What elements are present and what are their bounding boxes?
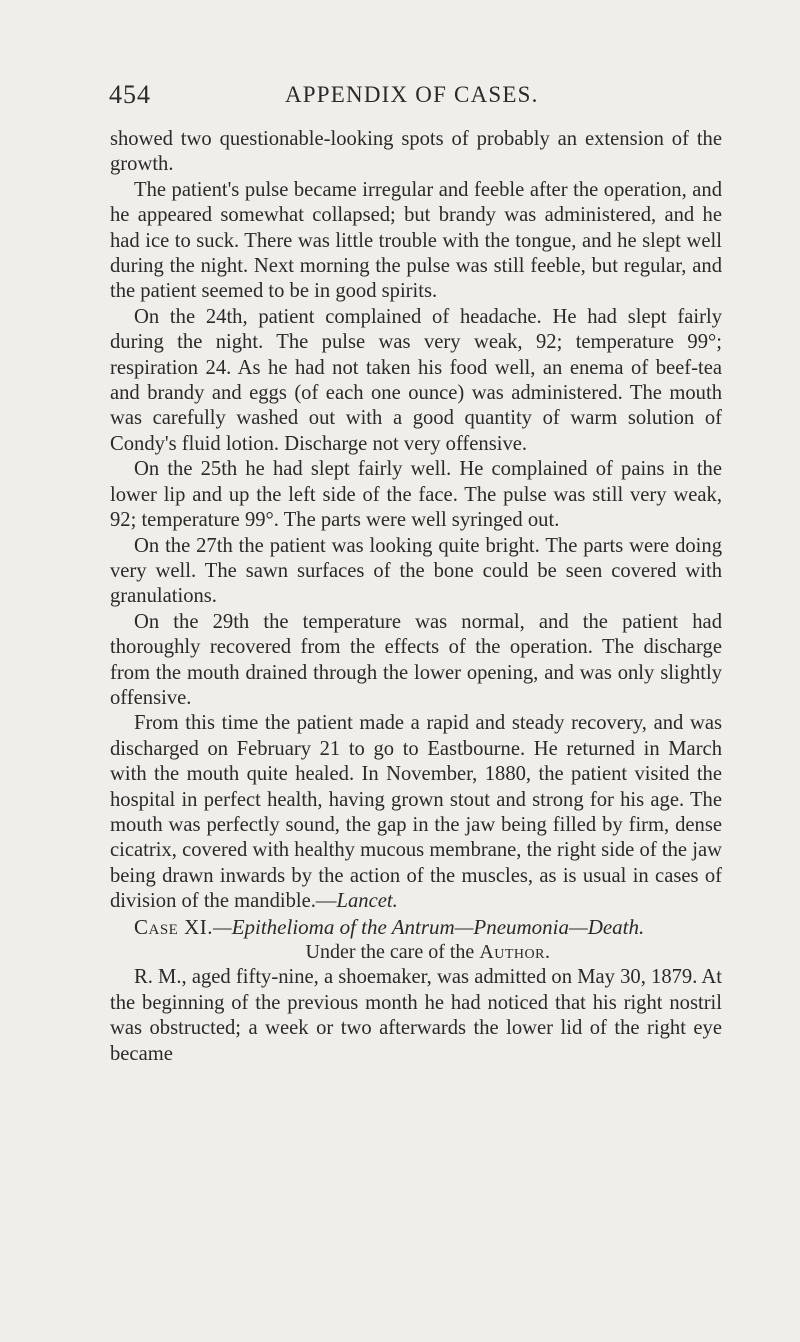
paragraph: On the 25th he had slept fairly well. He complained of pains in the lower lip and up the left side of the face. The pulse was still very weak, 92; temperature 99°. The parts were well syringed out.	[110, 458, 722, 532]
case-title: —Epithelioma of the Antrum—Pneumonia—Death.	[213, 914, 645, 939]
paragraph: On the 29th the temperature was normal, and the patient had thoroughly recovered from the effects of the operation. The discharge from the mouth drained through the lower opening, and was only slightly offensive.	[110, 610, 722, 709]
source-citation: Lancet.	[336, 890, 398, 913]
paragraph: showed two questionable-looking spots of probably an extension of the growth.	[110, 128, 722, 176]
paragraph: On the 27th the patient was looking quite bright. The parts were doing very well. The sawn surfaces of the bone could be seen covered with granulations.	[110, 534, 722, 608]
care-author: Author.	[479, 941, 551, 963]
header-title: APPENDIX OF CASES.	[285, 82, 539, 107]
body-text	[110, 127, 722, 1067]
case-heading	[110, 915, 722, 940]
case-paragraph: R. M., aged fifty-nine, a shoemaker, was admitted on May 30, 1879. At the beginning of the previous month he had noticed that his right nostril was obstructed; a week or two afterwards the lower lid of the right eye became	[110, 966, 722, 1065]
case-label: Case XI.	[134, 914, 214, 939]
care-prefix: Under the care of the	[305, 941, 475, 963]
paragraph: The patient's pulse became irregular and feeble after the operation, and he appeared somewhat collapsed; but brandy was administered, and he had ice to suck. There was little trouble with the tongue, and he slept well during the night. Next morning the pulse was still feeble, but regular, and the patient seemed to be in good spirits.	[110, 178, 722, 303]
paragraph-text: From this time the patient made a rapid and steady recovery, and was discharged on February 21 to go to Eastbourne. He returned in March with the mouth quite healed. In November, 1880, the patient visited the hospital in perfect health, having grown stout and strong for his age. The mouth was perfectly sound, the gap in the jaw being filled by firm, dense cicatrix, covered with healthy mucous membrane, the right side of the jaw being drawn inwards by the action of the muscles, as is usual in cases of division of the mandible.—	[110, 712, 722, 913]
paragraph-with-source	[110, 711, 722, 914]
running-head	[109, 80, 722, 120]
paragraph: On the 24th, patient complained of headache. He had slept fairly during the night. The pulse was very weak, 92; temperature 99°; respiration 24. As he had not taken his food well, an enema of beef-tea and brandy and eggs (of each one ounce) was administered. The mouth was carefully washed out with a good quantity of warm solution of Condy's fluid lotion. Discharge not very offensive.	[110, 305, 722, 455]
page-number: 454	[109, 80, 151, 109]
case-care-line	[110, 940, 722, 965]
